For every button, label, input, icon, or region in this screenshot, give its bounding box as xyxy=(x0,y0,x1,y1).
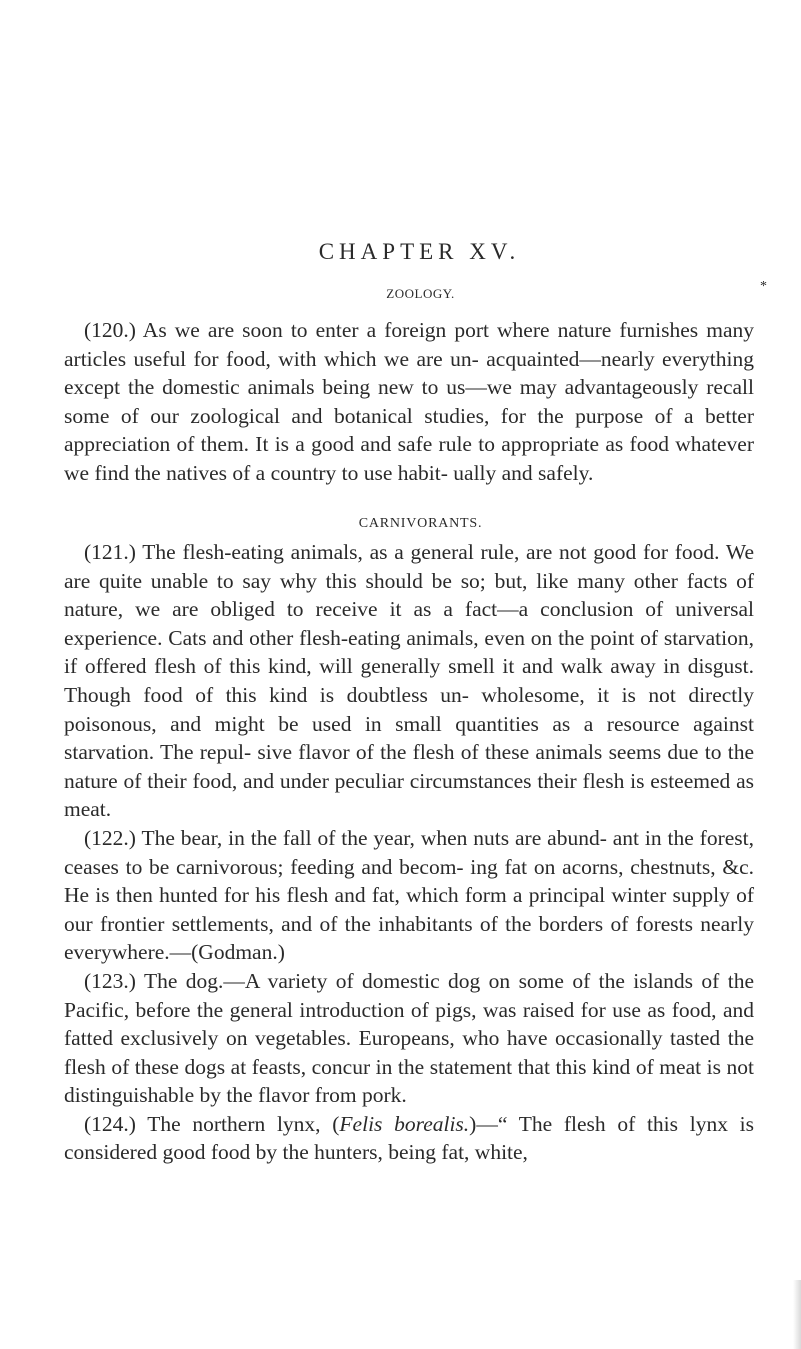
paragraph-121: (121.) The flesh-eating animals, as a general rule, are not good for food. We are quite unable to say why this should be so; but, like many other facts of nature, we are obliged to receive it as a fact—a conclusion of universal experience. Cats and other flesh-eating animals, even on the point of starvation, if offered flesh of this kind, will generally smell it and walk away in disgust. Though food of this kind is doubtless un- wholesome, it is not directly poisonous, and might be used in small quantities as a resource against starvation. The repul- sive flavor of the flesh of these animals seems due to the nature of their food, and under peculiar circumstances their flesh is esteemed as meat. xyxy=(64,540,754,822)
chapter-title xyxy=(0,240,801,263)
chapter-title-text: CHAPTER XV. xyxy=(318,239,521,264)
paragraph-124 xyxy=(64,1110,754,1167)
chapter-subtitle-text: ZOOLOGY. xyxy=(386,286,455,301)
paragraph-120: (120.) As we are soon to enter a foreign port where nature furnishes many articles useful for food, with which we are un- acquainted—nearly everything except the domestic animals being new to us—we may advantageously recall some of our zoological and botanical studies, for the purpose of a better appreciation of them. It is a good and safe rule to appropriate as food whatever we find the natives of a country to use habit- ually and safely. xyxy=(64,318,754,485)
paragraph-124-end: )—“ The flesh of this lynx is considered good food by the hunters, being fat, white, xyxy=(64,1111,754,1165)
section-heading xyxy=(0,516,801,532)
page-edge-shadow xyxy=(793,1280,801,1349)
paragraph-124-start: (124.) The northern lynx, ( xyxy=(84,1111,340,1136)
paragraph-123: (123.) The dog.—A variety of domestic dog on some of the islands of the Pacific, before the general introduction of pigs, was raised for use as food, and fatted exclusively on vegetables. Europeans, who have occasionally tasted the flesh of these dogs at feasts, concur in the statement that this kind of meat is not distinguishable by the flavor from pork. xyxy=(64,968,754,1108)
section-heading-text: CARNIVORANTS. xyxy=(358,516,483,531)
paragraph-122: (122.) The bear, in the fall of the year, when nuts are abund- ant in the forest, ceases to be carnivorous; feeding and becom- ing fat on acorns, chestnuts, &c. He is then hunted for his flesh and fat, which form a principal winter supply of our frontier settlements, and of the inhabitants of the borders of forests nearly everywhere.—(Godman.) xyxy=(64,825,754,965)
chapter-subtitle xyxy=(0,286,801,302)
intro-text-block xyxy=(64,316,754,488)
main-text-block xyxy=(64,538,754,1167)
paragraph-124-species: Felis borealis. xyxy=(339,1111,470,1136)
asterisk-mark: * xyxy=(760,279,767,294)
